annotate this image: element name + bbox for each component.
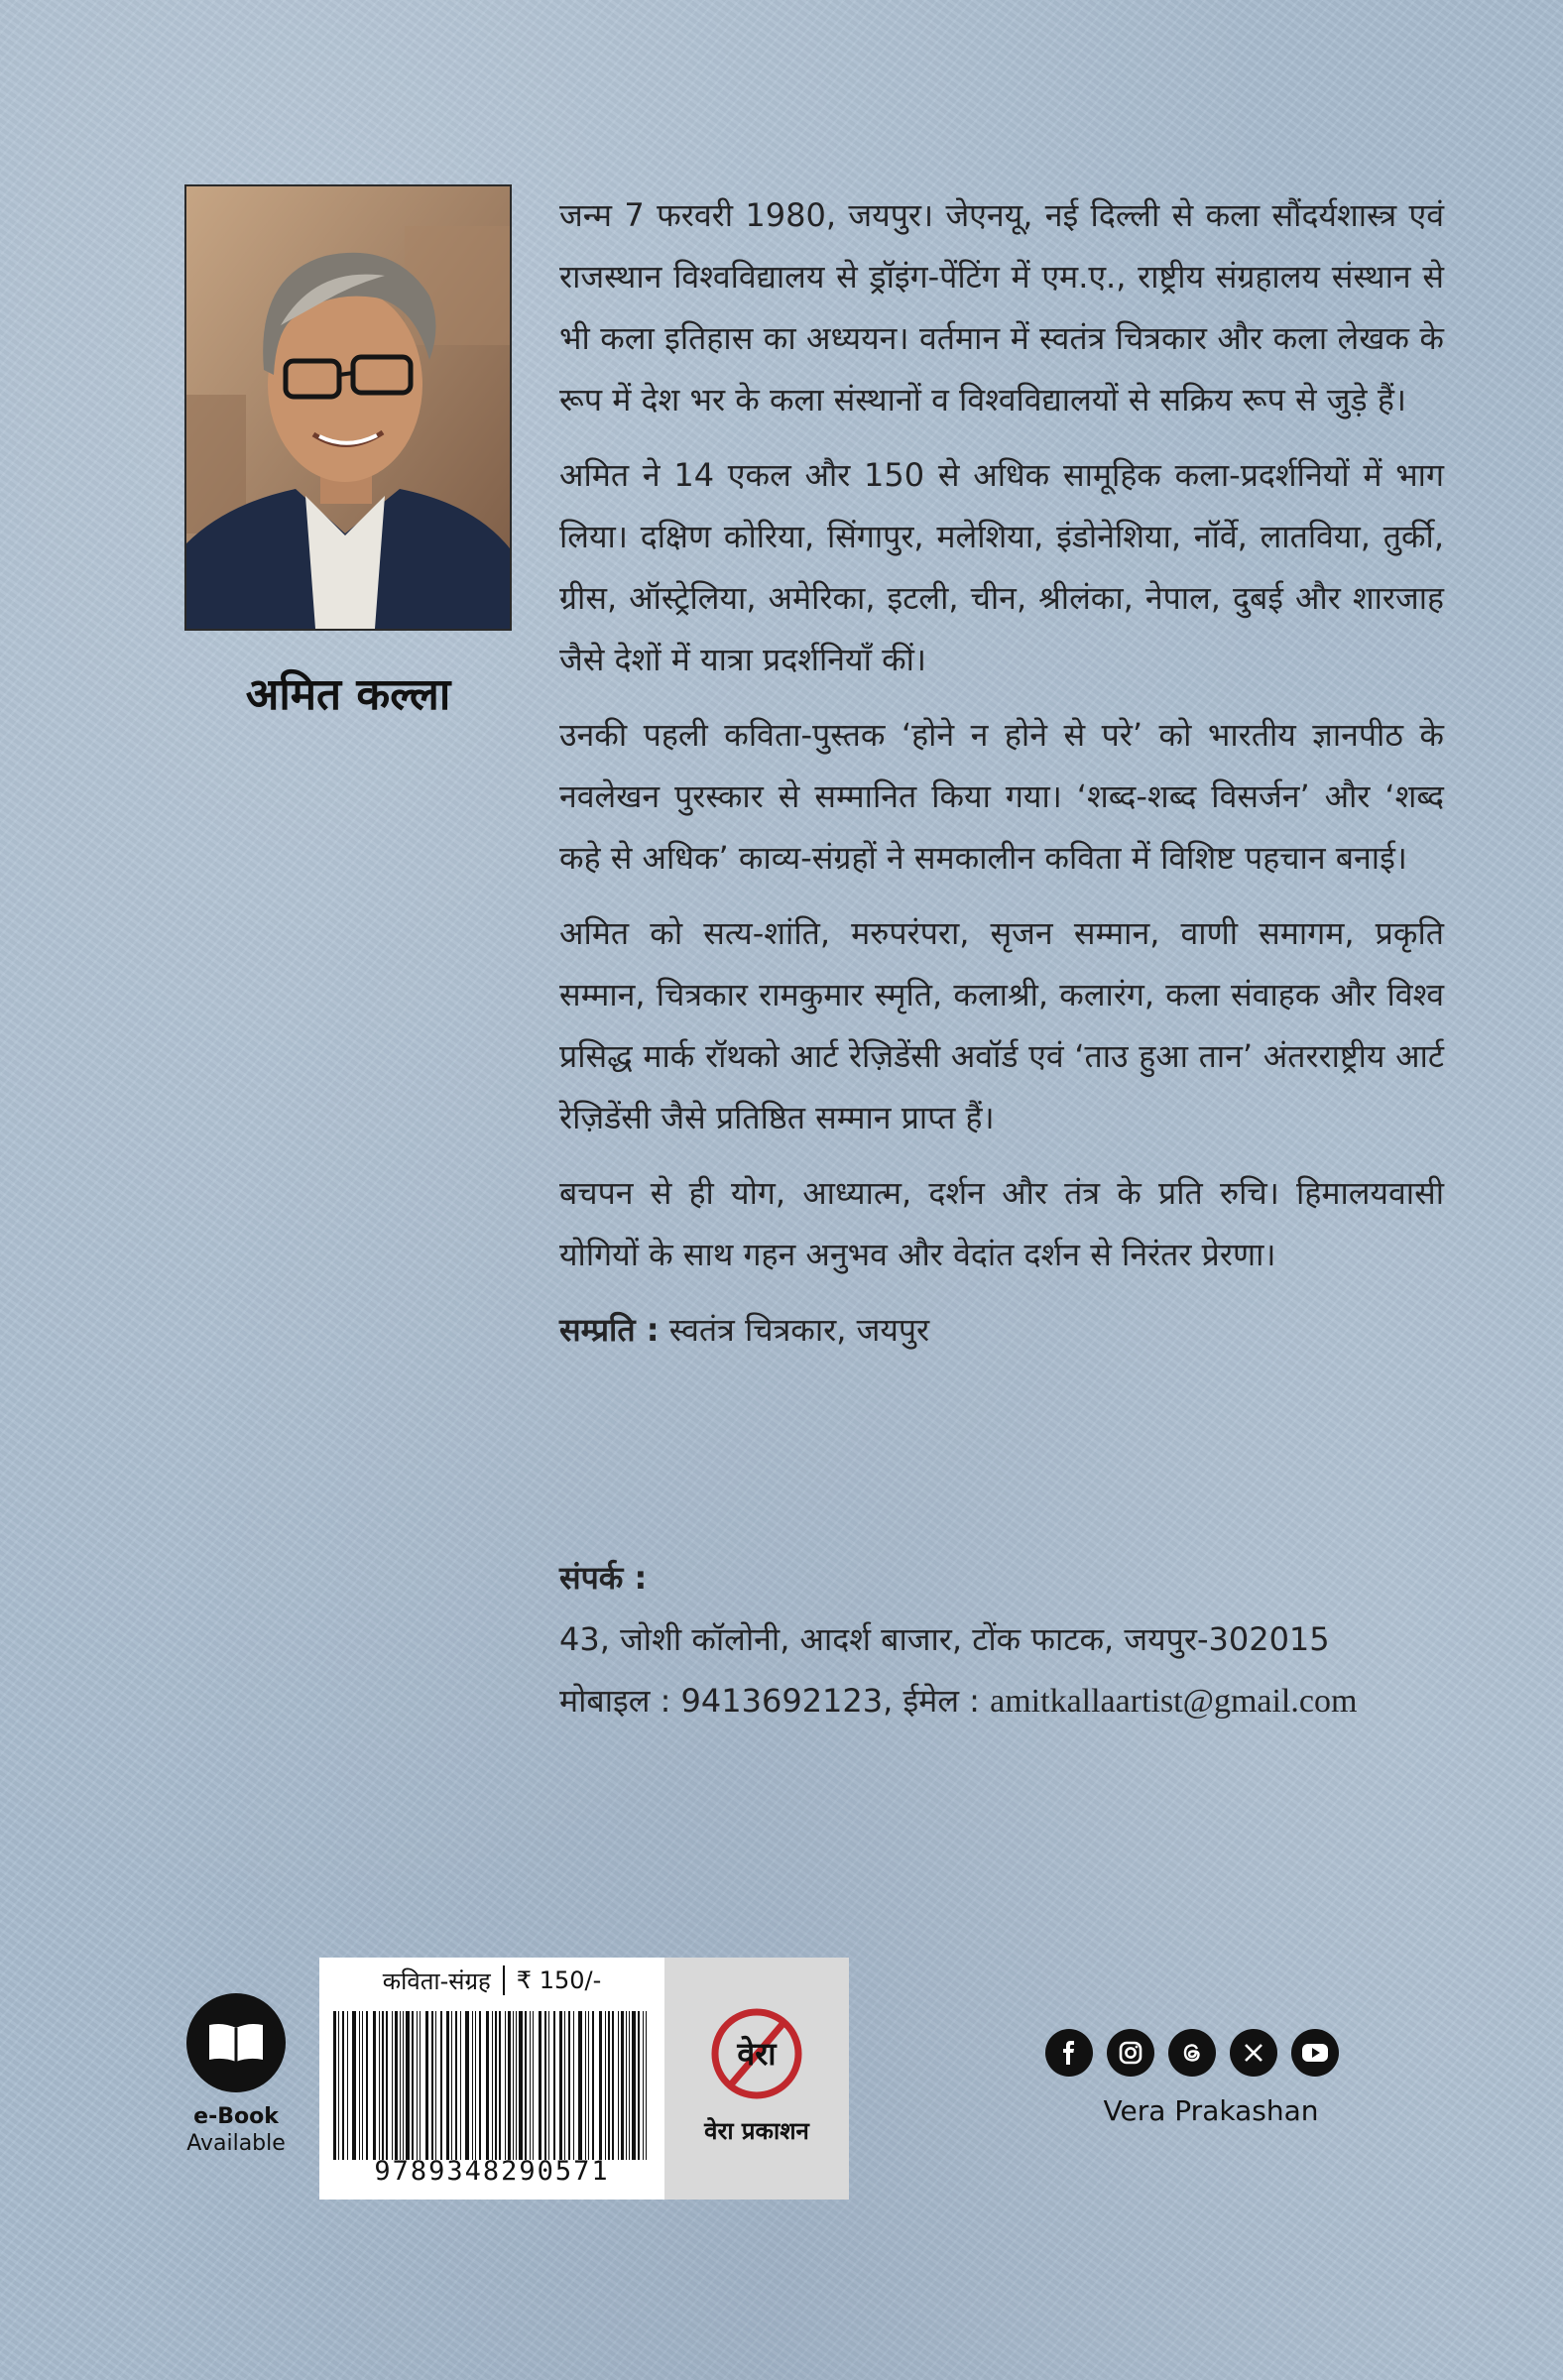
publisher-panel	[664, 1958, 849, 2200]
barcode-bar	[366, 2011, 368, 2160]
barcode-bar	[632, 2011, 636, 2160]
barcode-bar	[386, 2011, 388, 2160]
barcode-bar	[578, 2011, 582, 2160]
barcode-bar	[400, 2011, 401, 2160]
barcode-bar	[382, 2011, 384, 2160]
barcode-bar	[465, 2011, 469, 2160]
barcode-bar	[403, 2011, 404, 2160]
barcode-bar	[525, 2011, 527, 2160]
author-photo	[184, 184, 512, 631]
threads-icon[interactable]	[1168, 2029, 1216, 2077]
barcode-bar	[446, 2011, 449, 2160]
mobile-label: मोबाइल :	[559, 1682, 671, 1720]
barcode-bar	[505, 2011, 506, 2160]
author-portrait	[186, 186, 510, 629]
barcode-bar	[629, 2011, 630, 2160]
barcode-bar	[417, 2011, 418, 2160]
barcode-bar	[621, 2011, 624, 2160]
barcode-bar	[373, 2011, 376, 2160]
barcode-bar	[406, 2011, 410, 2160]
current-position-label: सम्प्रति :	[559, 1311, 660, 1349]
current-position	[559, 1299, 1444, 1361]
barcode-bar	[499, 2011, 501, 2160]
barcode-bar	[539, 2011, 541, 2160]
barcode-bar	[516, 2011, 517, 2160]
barcode-bar	[475, 2011, 476, 2160]
barcode-bar	[379, 2011, 380, 2160]
barcode-bar	[559, 2011, 562, 2160]
book-icon	[186, 1993, 286, 2092]
barcode-bar	[392, 2011, 393, 2160]
contact-address: 43, जोशी कॉलोनी, आदर्श बाजार, टोंक फाटक, जयपुर-302015	[559, 1620, 1330, 1658]
barcode-bar	[599, 2011, 602, 2160]
barcode-bar	[479, 2011, 481, 2160]
barcode-bar	[451, 2011, 452, 2160]
barcode-bar	[638, 2011, 640, 2160]
facebook-icon[interactable]	[1045, 2029, 1093, 2077]
youtube-icon[interactable]	[1291, 2029, 1339, 2077]
barcode-bar	[342, 2011, 344, 2160]
bio-paragraph: अमित ने 14 एकल और 150 से अधिक सामूहिक कला-प्रदर्शनियों में भाग लिया। दक्षिण कोरिया, सिंगापुर, मलेशिया, इंडोनेशिया, नॉर्वे, लातविया, तुर्की, ग्रीस, ऑस्ट्रेलिया, अमेरिका, इटली, चीन, श्रीलंका, नेपाल, दुबई और शारजाह जैसे देशों में यात्रा प्रदर्शनियाँ कीं।	[559, 456, 1444, 678]
barcode-bar	[553, 2011, 555, 2160]
publisher-name: वेरा प्रकाशन	[704, 2117, 809, 2145]
ebook-badge	[180, 1993, 292, 2156]
barcode-bar	[347, 2011, 348, 2160]
barcode-bar	[608, 2011, 610, 2160]
barcode-bar	[508, 2011, 511, 2160]
barcode-bar	[588, 2011, 589, 2160]
barcode-bar	[548, 2011, 549, 2160]
barcode-bar	[618, 2011, 619, 2160]
contact-title: संपर्क :	[559, 1559, 648, 1597]
bio-paragraph: जन्म 7 फरवरी 1980, जयपुर। जेएनयू, नई दिल्ली से कला सौंदर्यशास्त्र एवं राजस्थान विश्वविद्यालय से ड्रॉइंग-पेंटिंग में एम.ए., राष्ट्रीय संग्रहालय संस्थान से भी कला इतिहास का अध्ययन। वर्तमान में स्वतंत्र चित्रकार और कला लेखक के रूप में देश भर के कला संस्थानों व विश्वविद्यालयों से सक्रिय रूप से जुड़े हैं।	[559, 196, 1444, 418]
email-address: amitkallaartist@gmail.com	[990, 1683, 1358, 1720]
barcode-bar	[431, 2011, 433, 2160]
barcode-bar	[425, 2011, 428, 2160]
barcode-bar	[395, 2011, 398, 2160]
barcode-bar	[605, 2011, 606, 2160]
barcode-bar	[519, 2011, 523, 2160]
contact-line	[559, 1670, 1452, 1732]
barcode-bar	[592, 2011, 594, 2160]
barcode-bar	[472, 2011, 473, 2160]
barcode-bar	[568, 2011, 570, 2160]
barcode-bar	[359, 2011, 360, 2160]
barcode-bar	[585, 2011, 586, 2160]
barcode-bar	[486, 2011, 489, 2160]
barcode-bar	[643, 2011, 644, 2160]
author-bio	[559, 184, 1444, 1374]
email-label: ईमेल :	[902, 1682, 980, 1720]
current-position-value: स्वतंत्र चित्रकार, जयपुर	[668, 1311, 930, 1349]
barcode-bar	[338, 2011, 339, 2160]
barcode-bar	[333, 2011, 336, 2160]
publisher-logo-text: वेरा	[737, 2035, 777, 2073]
barcode-bar	[626, 2011, 627, 2160]
ebook-availability: Available	[186, 2131, 286, 2156]
barcode-bar	[420, 2011, 421, 2160]
barcode-bar	[495, 2011, 497, 2160]
barcode-bar	[564, 2011, 565, 2160]
publisher-social-label: Vera Prakashan	[1103, 2094, 1319, 2127]
barcode-bar	[492, 2011, 493, 2160]
barcode-bar	[362, 2011, 363, 2160]
divider	[503, 1965, 505, 1995]
barcode-bar	[412, 2011, 414, 2160]
barcode-bar	[455, 2011, 457, 2160]
barcode-bar	[573, 2011, 574, 2160]
x-icon[interactable]	[1230, 2029, 1277, 2077]
barcode-bar	[544, 2011, 546, 2160]
barcode-panel	[319, 1958, 664, 2200]
barcode-bar	[646, 2011, 647, 2160]
bio-paragraph: बचपन से ही योग, आध्यात्म, दर्शन और तंत्र के प्रति रुचि। हिमालयवासी योगियों के साथ गहन अनुभव और वेदांत दर्शन से निरंतर प्रेरणा।	[559, 1174, 1444, 1273]
barcode	[331, 2011, 653, 2160]
book-genre: कविता-संग्रह	[382, 1966, 491, 1995]
barcode-bar	[612, 2011, 614, 2160]
barcode-bar	[440, 2011, 442, 2160]
barcode-bar	[530, 2011, 531, 2160]
barcode-bar	[513, 2011, 514, 2160]
mobile-number: 9413692123,	[680, 1682, 894, 1720]
contact-section	[559, 1547, 1452, 1732]
author-name: अमित कल्ला	[245, 669, 451, 720]
barcode-bar	[435, 2011, 436, 2160]
publisher-logo-icon	[702, 1999, 811, 2108]
bio-paragraph: अमित को सत्य-शांति, मरुपरंपरा, सृजन सम्मान, वाणी समागम, प्रकृति सम्मान, चित्रकार रामकुमार स्मृति, कलाश्री, कलारंग, कला संवाहक और विश्व प्रसिद्ध मार्क रॉथको आर्ट रेज़िडेंसी अवॉर्ड एवं ‘ताउ हुआ तान’ अंतरराष्ट्रीय आर्ट रेज़िडेंसी जैसे प्रतिष्ठित सम्मान प्राप्त हैं।	[559, 914, 1444, 1136]
barcode-bar	[533, 2011, 534, 2160]
ebook-label: e-Book	[193, 2104, 279, 2129]
social-links	[1045, 2029, 1339, 2077]
barcode-bar	[352, 2011, 356, 2160]
instagram-icon[interactable]	[1107, 2029, 1154, 2077]
bio-paragraph: उनकी पहली कविता-पुस्तक ‘होने न होने से परे’ को भारतीय ज्ञानपीठ के नवलेखन पुरस्कार से सम्मानित किया गया। ‘शब्द-शब्द विसर्जन’ और ‘शब्द कहे से अधिक’ काव्य-संग्रहों ने समकालीन कविता में विशिष्ट पहचान बनाई।	[559, 716, 1444, 877]
book-price: ₹ 150/-	[516, 1966, 602, 1994]
isbn-number: 9789348290571	[374, 2156, 610, 2187]
barcode-bar	[460, 2011, 461, 2160]
barcode-header	[319, 1958, 664, 2003]
